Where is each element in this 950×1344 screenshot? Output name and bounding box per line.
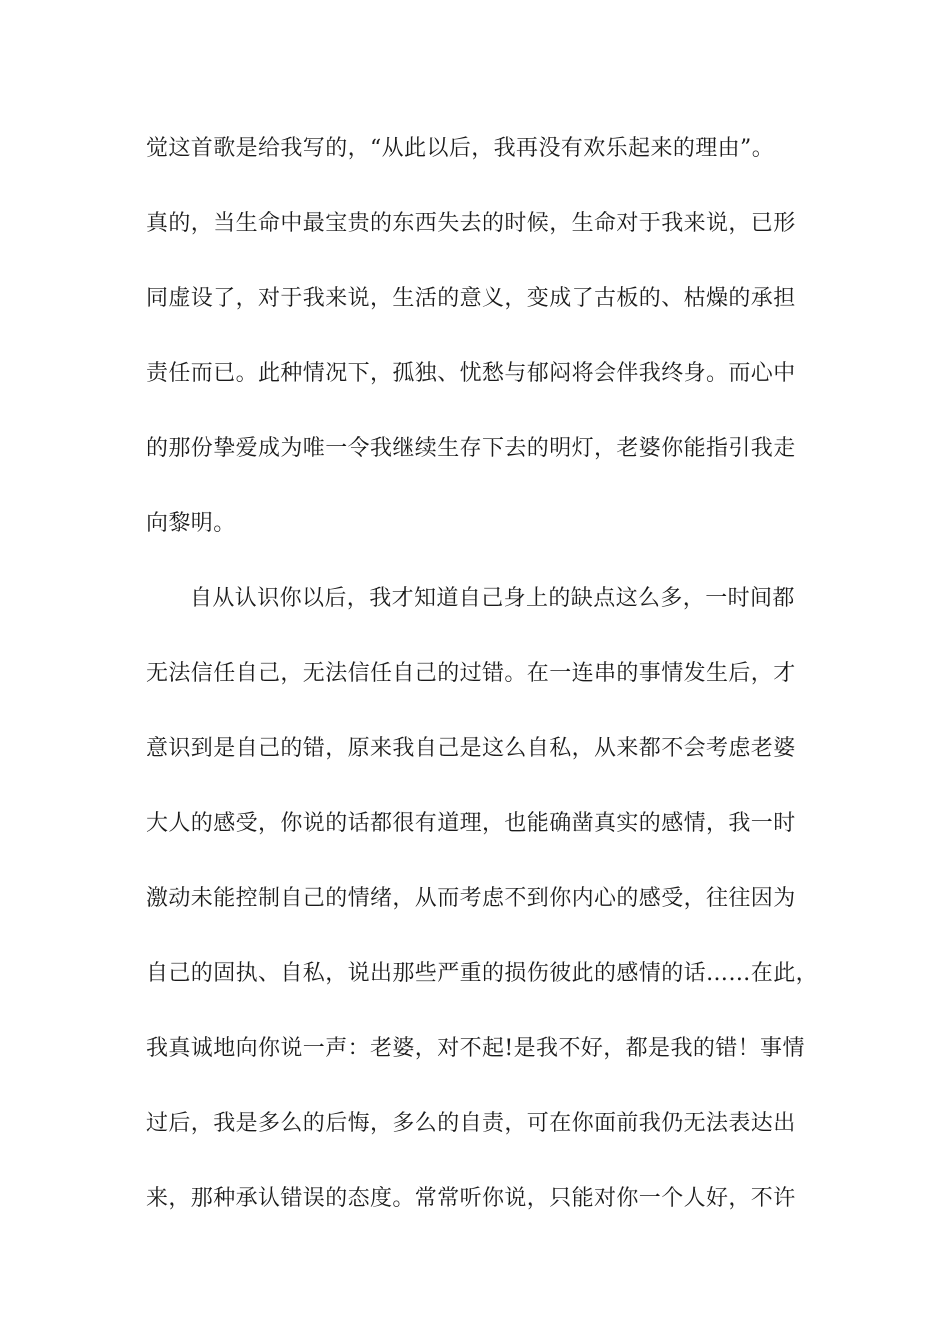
text-line: 来，那种承认错误的态度。常常听你说，只能对你一个人好，不许 bbox=[146, 1186, 796, 1211]
text-line: 向黎明。 bbox=[146, 511, 236, 536]
text-line: 责任而已。此种情况下，孤独、忧愁与郁闷将会伴我终身。而心中 bbox=[146, 361, 796, 386]
text-line: 的那份挚爱成为唯一令我继续生存下去的明灯，老婆你能指引我走 bbox=[146, 436, 796, 461]
text-line: 意识到是自己的错，原来我自己是这么自私，从来都不会考虑老婆 bbox=[146, 736, 796, 761]
text-line: 觉这首歌是给我写的，“从此以后，我再没有欢乐起来的理由”。 bbox=[146, 136, 775, 161]
text-line: 同虚设了，对于我来说，生活的意义，变成了古板的、枯燥的承担 bbox=[146, 286, 796, 311]
text-line: 自己的固执、自私，说出那些严重的损伤彼此的感情的话……在此， bbox=[146, 961, 819, 986]
text-line: 大人的感受，你说的话都很有道理，也能确凿真实的感情，我一时 bbox=[146, 811, 796, 836]
text-line: 激动未能控制自己的情绪，从而考虑不到你内心的感受，往往因为 bbox=[146, 886, 796, 911]
paragraph-first-line: 自从认识你以后，我才知道自己身上的缺点这么多，一时间都 bbox=[190, 586, 795, 611]
text-line: 真的，当生命中最宝贵的东西失去的时候，生命对于我来说，已形 bbox=[146, 211, 796, 236]
text-line: 过后，我是多么的后悔，多么的自责，可在你面前我仍无法表达出 bbox=[146, 1111, 796, 1136]
text-line: 我真诚地向你说一声：老婆，对不起!是我不好，都是我的错！事情 bbox=[146, 1036, 805, 1061]
text-line: 无法信任自己，无法信任自己的过错。在一连串的事情发生后，才 bbox=[146, 661, 796, 686]
